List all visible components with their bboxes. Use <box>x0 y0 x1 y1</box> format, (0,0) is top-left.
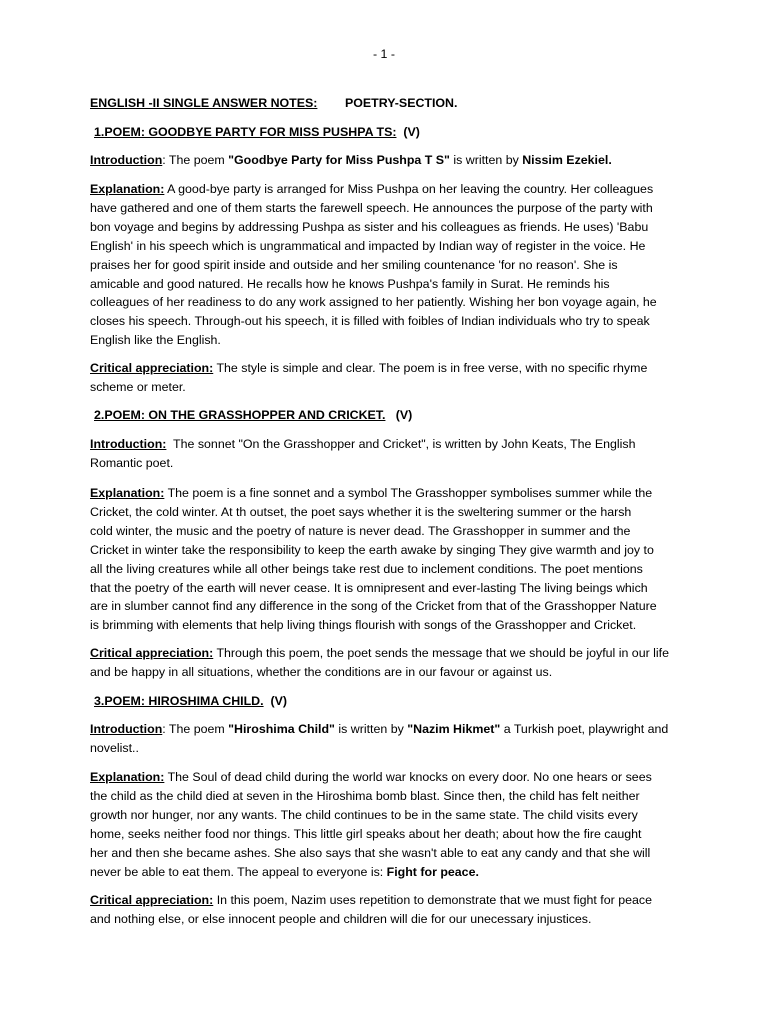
intro-label: Introduction <box>90 722 163 736</box>
header-section: POETRY-SECTION. <box>345 96 458 110</box>
text-line: the child as the child died at seven in the Hiroshima bomb blast. Since then, the child has felt neither <box>90 788 640 803</box>
poem-2-critical-appreciation: Critical appreciation: Through this poem, the poet sends the message that we should be joyful in our life and be happy in all situations, whether the conditions are in our favour or against us. <box>90 644 690 682</box>
appreciation-label: Critical appreciation: <box>90 361 214 375</box>
document-header <box>90 94 458 113</box>
intro-label: Introduction <box>90 153 163 167</box>
poem-1-introduction: Introduction: The poem "Goodbye Party for Miss Pushpa T S" is written by Nissim Ezekiel. <box>90 153 612 167</box>
text-line: bon voyage and begins by addressing Pushpa as sister and his colleagues as friends. He uses) 'Babu <box>90 219 649 234</box>
page-number: - 1 - <box>372 47 396 61</box>
text-line: Cricket, the cold winter. At th outset, the poet says whether it is the sweltering summer or the harsh <box>90 504 632 519</box>
poem-3-explanation: Explanation: The Soul of dead child during the world war knocks on every door. No one hears or sees the child as the child died at seven in the Hiroshima bomb blast. Since then, the child has felt neither growth nor hunger, nor any wants. The child continues to be in the same state. The child visits every home, seeks neither food nor things. This little girl speaks about her death; about how the fire caught her and then she became ashes. She also says that she wasn't able to eat any candy and that she will never be able to eat them. The appeal to everyone is: Fight for peace. <box>90 768 690 881</box>
text-line: home, seeks neither food nor things. This little girl speaks about her death; about how the fire caught <box>90 826 642 841</box>
poem-3-title-text: 3.POEM: HIROSHIMA CHILD. <box>94 694 264 708</box>
poem-name: "Goodbye Party for Miss Pushpa T S" <box>228 153 450 167</box>
poem-name: "Hiroshima Child" <box>228 722 335 736</box>
text-line: praises her for good spirit inside and outside and her smiling countenance 'for no reason'. She is <box>90 257 618 272</box>
text-line: are in slumber cannot find any difference in the song of the Cricket from that of the Grasshopper Nature <box>90 599 657 614</box>
poem-2-tag: (V) <box>395 408 413 422</box>
explanation-label: Explanation: <box>90 182 165 196</box>
text-line: have gathered and one of them starts the farewell speech. He announces the purpose of the party with <box>90 200 653 215</box>
text-line: growth nor hunger, nor any wants. The child continues to be in the same state. The child visits every <box>90 807 638 822</box>
text-line: closes his speech. Through-out his speech, it is filled with foibles of Indian individuals who try to speak <box>90 314 650 329</box>
poem-1-explanation: Explanation: A good-bye party is arranged for Miss Pushpa on her leaving the country. Her colleagues have gathered and one of them starts the farewell speech. He announces the purpose of the party with bon voyage and begins by addressing Pushpa as sister and his colleagues as friends. He uses) 'Babu English' in his speech which is ungrammatical and impacted by Indian way of register in the voice. He praises her for good spirit inside and outside and her smiling countenance 'for no reason'. She is amicable and good natured. He recalls how he knows Pushpa's family in Surat. He reminds his colleagues of her readiness to do any work assigned to her patiently. Wishing her bon voyage again, he closes his speech. Through-out his speech, it is filled with foibles of Indian individuals who try to speak English like the English. <box>90 180 690 350</box>
poem-3-title <box>94 692 287 711</box>
poem-1-critical-appreciation: Critical appreciation: The style is simple and clear. The poem is in free verse, with no specific rhyme scheme or meter. <box>90 359 690 397</box>
appreciation-label: Critical appreciation: <box>90 893 214 907</box>
poem-1-title-text: 1.POEM: GOODBYE PARTY FOR MISS PUSHPA TS: <box>94 125 397 139</box>
text-line: is brimming with elements that help living things flourish with songs of the Grasshopper and Cricket. <box>90 618 637 633</box>
text-line: her and then she became ashes. She also says that she wasn't able to eat any candy and that she will <box>90 845 651 860</box>
text-line: that the poetry of the earth will never cease. It is omnipresent and ever-lasting The living beings which <box>90 580 648 595</box>
poet-name: "Nazim Hikmet" <box>407 722 501 736</box>
closing-appeal: Fight for peace. <box>386 864 479 879</box>
poem-3-introduction: Introduction: The poem "Hiroshima Child" is written by "Nazim Hikmet" a Turkish poet, playwright and novelist.. <box>90 720 690 758</box>
poem-2-explanation: Explanation: The poem is a fine sonnet and a symbol The Grasshopper symbolises summer while the Cricket, the cold winter. At th outset, the poet says whether it is the sweltering summer or the harsh cold winter, the music and the poetry of nature is never dead. The Grasshopper in summer and the Cricket in winter take the responsibility to keep the earth awake by singing They give warmth and joy to all the living creatures while all other beings take rest due to inclement conditions. The poet mentions that the poetry of the earth will never cease. It is omnipresent and ever-lasting The living beings which are in slumber cannot find any difference in the song of the Cricket from that of the Grasshopper Nature is brimming with elements that help living things flourish with songs of the Grasshopper and Cricket. <box>90 484 690 635</box>
explanation-label: Explanation: <box>90 486 165 500</box>
poem-2-title-text: 2.POEM: ON THE GRASSHOPPER AND CRICKET. <box>94 408 386 422</box>
text-line: and nothing else, or else innocent people and children will die for our unecessary injustices. <box>90 911 592 926</box>
text-line: novelist.. <box>90 740 139 755</box>
text-line: scheme or meter. <box>90 379 186 394</box>
poem-1-tag: (V) <box>403 125 420 139</box>
poem-2-introduction: Introduction: The sonnet "On the Grasshopper and Cricket", is written by John Keats, The English Romantic poet. <box>90 435 690 473</box>
text-line: English' in his speech which is ungrammatical and impacted by Indian way of register in the voice. He <box>90 238 646 253</box>
text-line: amicable and good natured. He recalls how he knows Pushpa's family in Surat. He reminds his <box>90 276 610 291</box>
text-line: Romantic poet. <box>90 455 174 470</box>
poet-name: Nissim Ezekiel. <box>522 153 612 167</box>
text-line: cold winter, the music and the poetry of nature is never dead. The Grasshopper in summer and the <box>90 523 631 538</box>
poem-1-title <box>94 123 420 142</box>
poem-2-title <box>94 406 412 425</box>
text-line: Cricket in winter take the responsibility to keep the earth awake by singing They give warmth and joy to <box>90 542 654 557</box>
text-line: colleagues of her readiness to do any work assigned to her patiently. Wishing her bon voyage again, he <box>90 295 657 310</box>
text-line: and be happy in all situations, whether the conditions are in our favour or against us. <box>90 664 553 679</box>
text-line: all the living creatures while all other beings take rest due to inclement conditions. The poet mentions <box>90 561 643 576</box>
appreciation-label: Critical appreciation: <box>90 646 214 660</box>
explanation-label: Explanation: <box>90 770 165 784</box>
header-subject: ENGLISH -II SINGLE ANSWER NOTES: <box>90 96 318 110</box>
intro-label: Introduction: <box>90 437 167 451</box>
poem-3-tag: (V) <box>270 694 287 708</box>
poem-3-critical-appreciation: Critical appreciation: In this poem, Nazim uses repetition to demonstrate that we must fight for peace and nothing else, or else innocent people and children will die for our unecessary injustices. <box>90 891 690 929</box>
text-line: English like the English. <box>90 333 221 348</box>
